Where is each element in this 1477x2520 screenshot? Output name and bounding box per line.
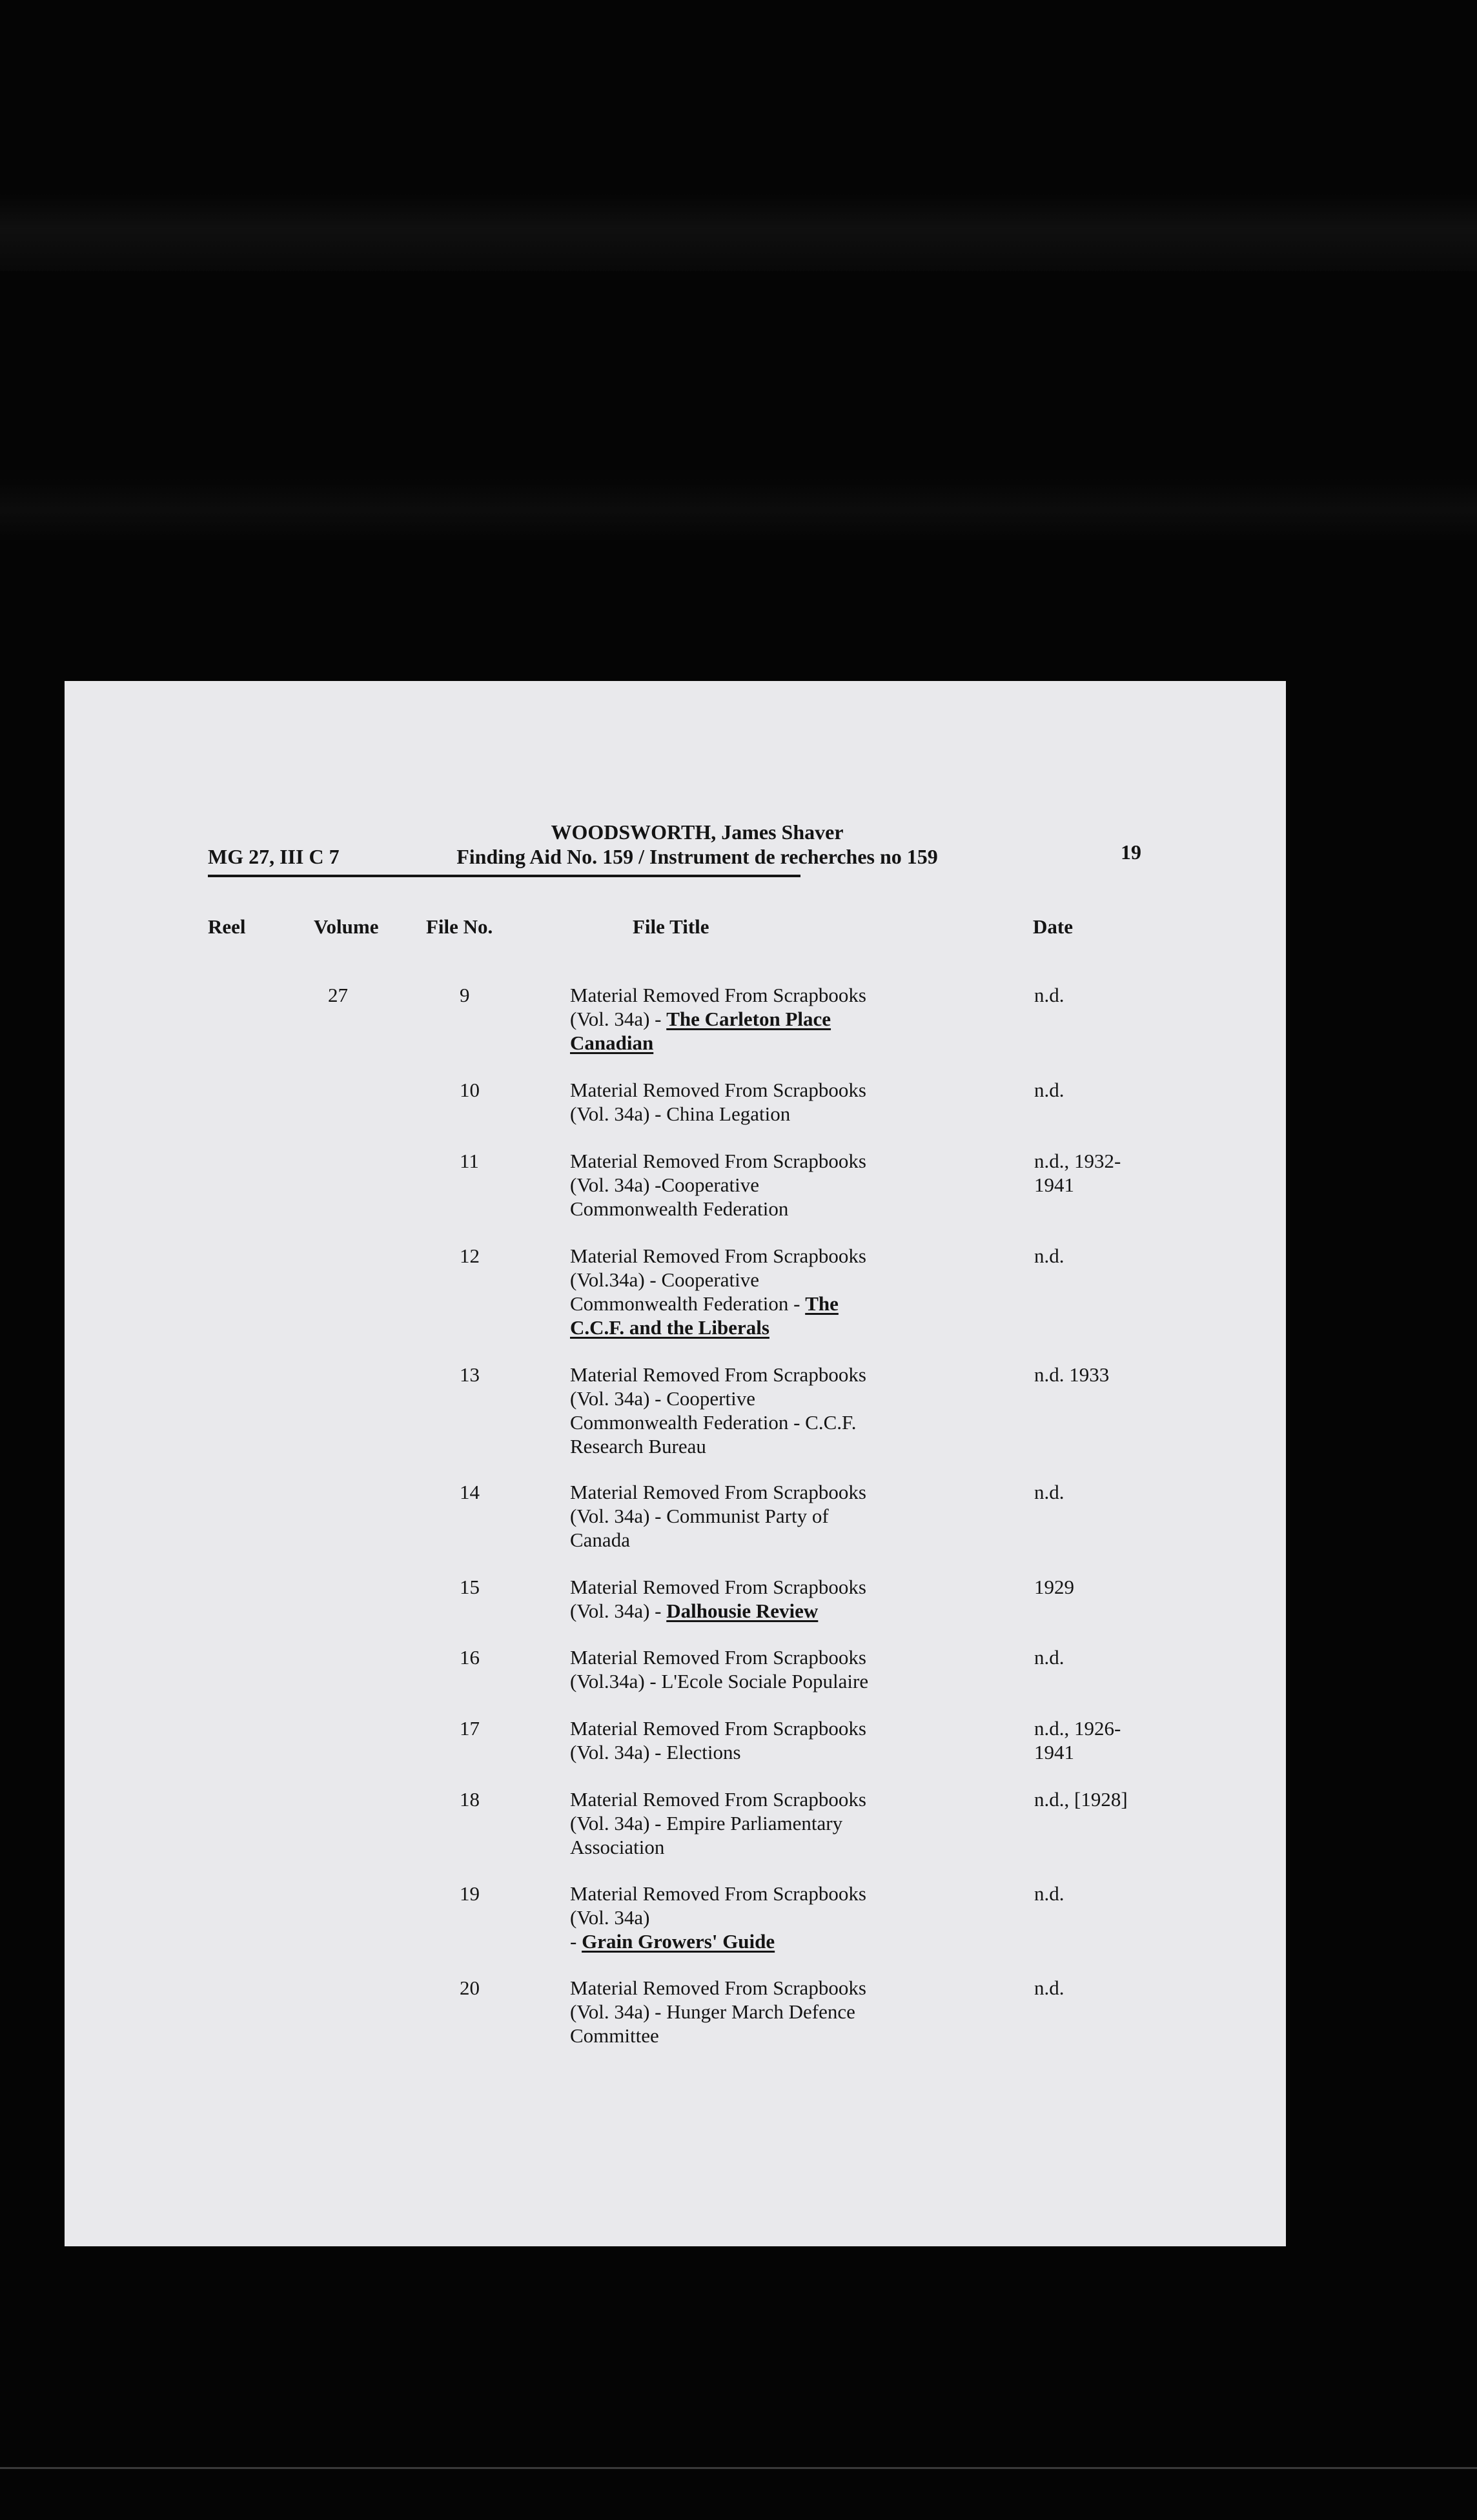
collection-name: WOODSWORTH, James Shaver [551, 820, 844, 844]
date-cell [1034, 1976, 1163, 2000]
date-line: n.d. 1933 [1034, 1363, 1110, 1386]
page-number: 19 [1121, 840, 1141, 864]
date-line: n.d. [1034, 1079, 1064, 1101]
file-title-cell [570, 1244, 932, 1339]
date-cell [1034, 983, 1163, 1007]
title-line: (Vol.34a) - L'Ecole Sociale Populaire [570, 1670, 869, 1692]
title-line: - [570, 1930, 582, 1953]
date-line: n.d., 1932- [1034, 1150, 1121, 1172]
date-cell [1034, 1363, 1163, 1387]
file-title-cell [570, 1882, 932, 1953]
title-line: Material Removed From Scrapbooks [570, 1976, 866, 1999]
title-line: Commonwealth Federation [570, 1197, 789, 1220]
scan-artifact-band [0, 194, 1477, 271]
title-line: (Vol. 34a) - [570, 1600, 667, 1622]
file-no-cell: 11 [460, 1150, 479, 1172]
file-title-cell [570, 1078, 932, 1126]
file-title-cell [570, 1363, 932, 1458]
finding-aid-line: Finding Aid No. 159 / Instrument de recherches no 159 [456, 845, 938, 868]
title-line: Material Removed From Scrapbooks [570, 1576, 866, 1598]
file-title-cell [570, 1149, 932, 1221]
date-line: 1941 [1034, 1741, 1074, 1763]
file-title-cell [570, 1716, 932, 1764]
file-no-cell: 15 [460, 1576, 480, 1598]
title-line: (Vol. 34a) - Elections [570, 1741, 741, 1763]
title-line: Canada [570, 1529, 630, 1551]
scan-edge-line [0, 2467, 1477, 2469]
date-cell [1034, 1882, 1163, 1905]
file-title-cell [570, 1575, 932, 1623]
date-line: n.d. [1034, 1882, 1064, 1905]
underlined-title: Canadian [570, 1031, 654, 1054]
title-line: Material Removed From Scrapbooks [570, 1717, 866, 1740]
file-title-cell [570, 1480, 932, 1552]
title-line: Material Removed From Scrapbooks [570, 1481, 866, 1503]
date-line: 1941 [1034, 1174, 1074, 1196]
file-no-cell: 17 [460, 1717, 480, 1740]
file-no-cell: 18 [460, 1788, 480, 1811]
underlined-title: C.C.F. and the Liberals [570, 1316, 769, 1339]
title-line: (Vol. 34a) - Empire Parliamentary [570, 1812, 843, 1834]
title-line: (Vol.34a) - Cooperative [570, 1268, 759, 1291]
document-page [65, 681, 1286, 2246]
file-title-cell [570, 1645, 932, 1693]
date-line: n.d. [1034, 1481, 1064, 1503]
title-line: Material Removed From Scrapbooks [570, 1245, 866, 1267]
title-line: Committee [570, 2024, 659, 2047]
date-line: n.d., 1926- [1034, 1717, 1121, 1740]
date-line: n.d. [1034, 1976, 1064, 1999]
volume-cell: 27 [328, 984, 348, 1006]
file-no-cell: 14 [460, 1481, 480, 1503]
reference-code: MG 27, III C 7 [208, 845, 340, 868]
date-line: n.d. [1034, 1245, 1064, 1267]
date-cell [1034, 1244, 1163, 1268]
title-line: Material Removed From Scrapbooks [570, 1646, 866, 1669]
title-line: Material Removed From Scrapbooks [570, 1079, 866, 1101]
scan-artifact-band [0, 478, 1477, 542]
underlined-title: The [805, 1292, 839, 1315]
column-header-date: Date [1033, 915, 1073, 938]
file-title-cell [570, 1787, 932, 1859]
file-title-cell [570, 983, 932, 1055]
date-line: n.d. [1034, 1646, 1064, 1669]
date-line: n.d., [1928] [1034, 1788, 1128, 1811]
file-no-cell: 16 [460, 1646, 480, 1669]
file-no-cell: 19 [460, 1882, 480, 1905]
file-no-cell: 12 [460, 1245, 480, 1267]
title-line: (Vol. 34a) - Hunger March Defence [570, 2000, 855, 2023]
title-line: Material Removed From Scrapbooks [570, 1363, 866, 1386]
title-line: Material Removed From Scrapbooks [570, 1882, 866, 1905]
title-line: (Vol. 34a) - Coopertive [570, 1387, 755, 1410]
file-no-cell: 20 [460, 1976, 480, 1999]
title-line: Material Removed From Scrapbooks [570, 1150, 866, 1172]
title-line: Material Removed From Scrapbooks [570, 1788, 866, 1811]
date-cell [1034, 1716, 1163, 1764]
date-cell [1034, 1078, 1163, 1102]
title-line: Association [570, 1836, 665, 1858]
title-line: Commonwealth Federation - C.C.F. [570, 1411, 857, 1434]
column-header-file-title: File Title [633, 915, 709, 938]
title-line: Commonwealth Federation - [570, 1292, 806, 1315]
date-line: n.d. [1034, 984, 1064, 1006]
title-line: Research Bureau [570, 1435, 706, 1458]
file-title-cell [570, 1976, 932, 2048]
underlined-title: Grain Growers' Guide [582, 1930, 775, 1953]
file-no-cell: 10 [460, 1079, 480, 1101]
title-line: Material Removed From Scrapbooks [570, 984, 866, 1006]
file-no-cell: 9 [460, 984, 470, 1006]
column-header-reel: Reel [208, 915, 246, 938]
title-line: (Vol. 34a) - [570, 1008, 667, 1030]
underlined-title: Dalhousie Review [666, 1600, 819, 1622]
column-header-file-no: File No. [426, 915, 493, 938]
underlined-title: The Carleton Place [666, 1008, 831, 1030]
date-cell [1034, 1645, 1163, 1669]
date-cell [1034, 1575, 1163, 1599]
date-line: 1929 [1034, 1576, 1074, 1598]
title-line: (Vol. 34a) [570, 1906, 650, 1929]
date-cell [1034, 1480, 1163, 1504]
header-rule [208, 875, 800, 877]
page-header [426, 820, 968, 869]
date-cell [1034, 1149, 1163, 1197]
title-line: (Vol. 34a) - Communist Party of [570, 1505, 829, 1527]
title-line: (Vol. 34a) - China Legation [570, 1102, 791, 1125]
title-line: (Vol. 34a) -Cooperative [570, 1174, 759, 1196]
column-header-volume: Volume [314, 915, 379, 938]
file-no-cell: 13 [460, 1363, 480, 1386]
date-cell [1034, 1787, 1163, 1811]
